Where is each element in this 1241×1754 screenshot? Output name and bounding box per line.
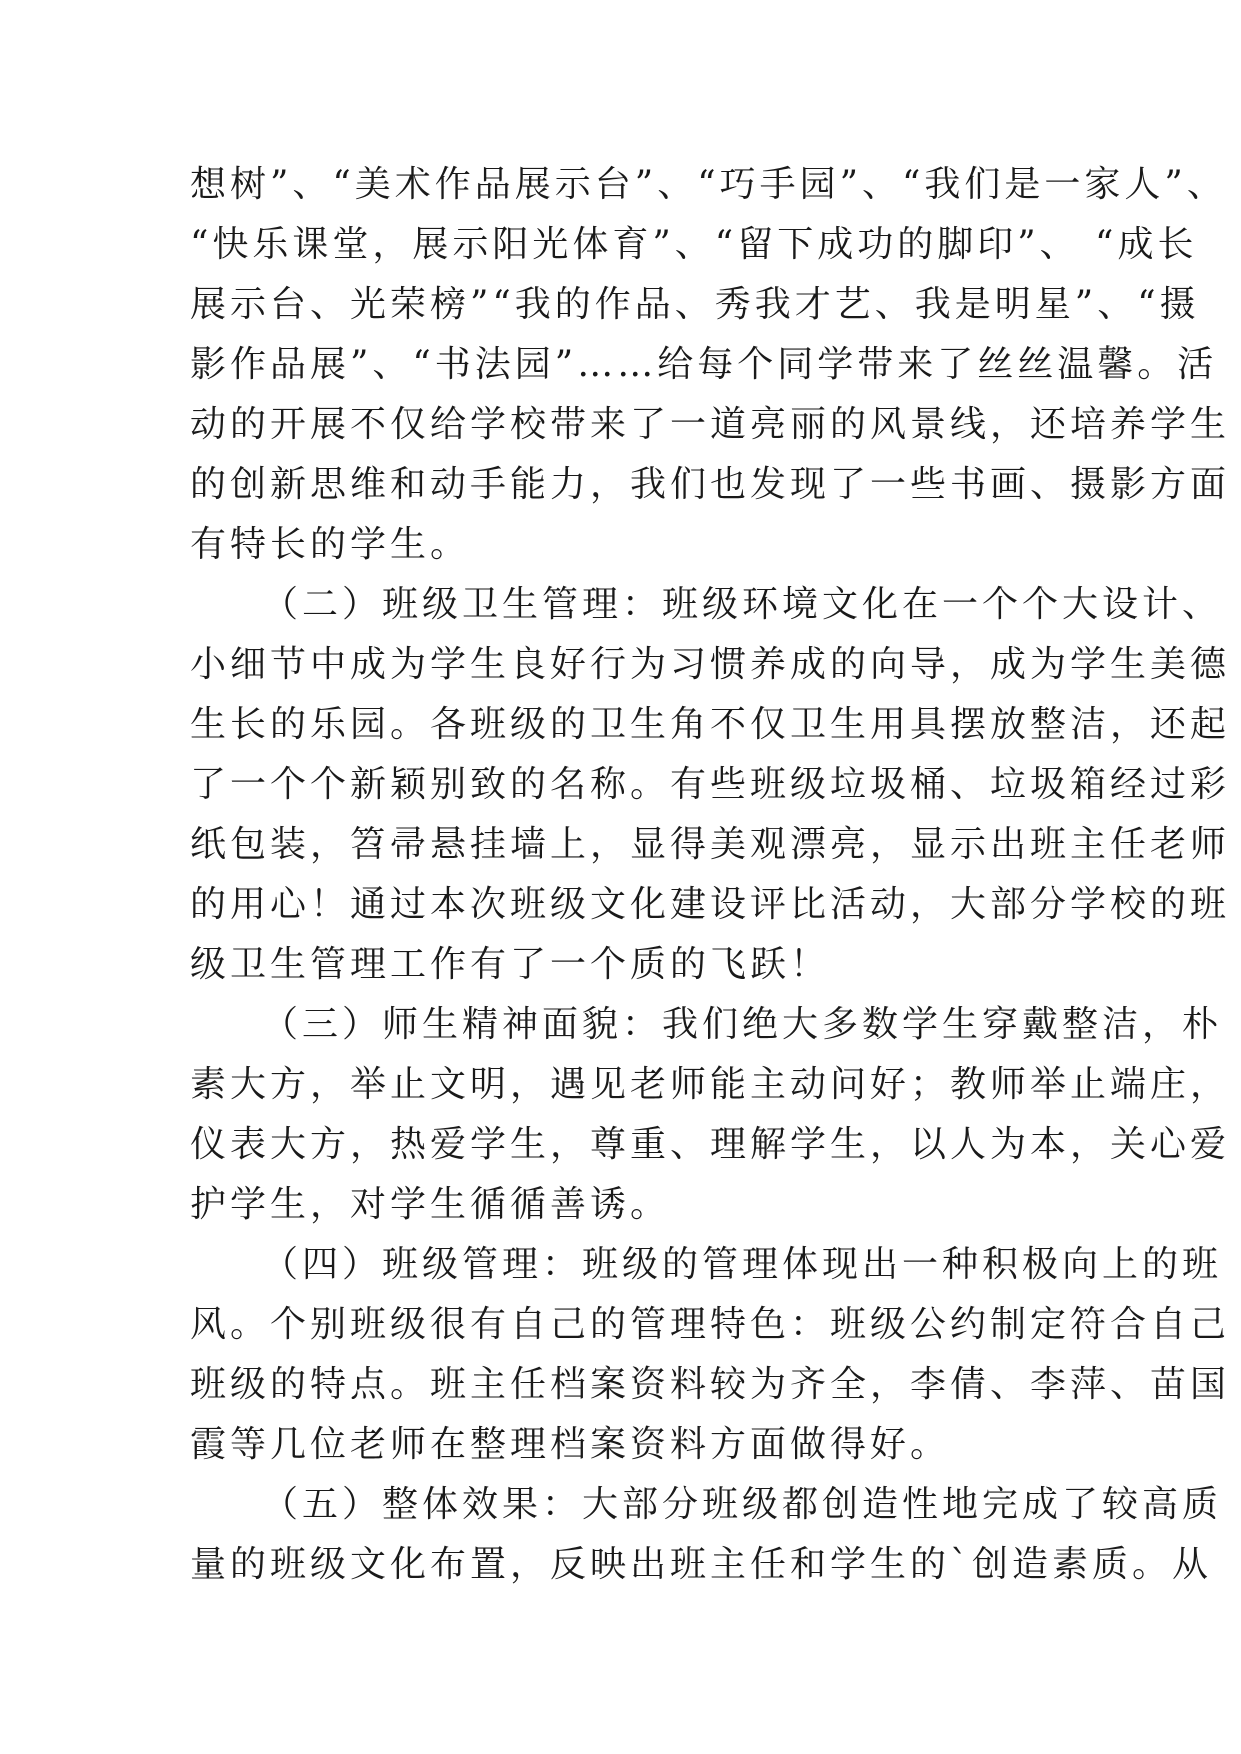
text-line: 的用心！通过本次班级文化建设评比活动，大部分学校的班 [190, 884, 1231, 925]
text-line: 班级的特点。班主任档案资料较为齐全，李倩、李萍、苗国 [190, 1364, 1231, 1405]
text-line: 风。个别班级很有自己的管理特色：班级公约制定符合自己 [190, 1304, 1231, 1345]
paragraph-start-line: （五）整体效果：大部分班级都创造性地完成了较高质 [262, 1484, 1223, 1525]
text-line: 想树”、“美术作品展示台”、“巧手园”、“我们是一家人”、 [190, 164, 1227, 205]
text-line: 小细节中成为学生良好行为习惯养成的向导，成为学生美德 [190, 644, 1231, 685]
text-line: 仪表大方，热爱学生，尊重、理解学生，以人为本，关心爱 [190, 1124, 1231, 1165]
text-line: 动的开展不仅给学校带来了一道亮丽的风景线，还培养学生 [190, 404, 1231, 445]
paragraph-start-line: （四）班级管理：班级的管理体现出一种积极向上的班 [262, 1244, 1223, 1285]
text-line: 影作品展”、“书法园”……给每个同学带来了丝丝温馨。活 [190, 344, 1218, 385]
paragraph-start-line: （二）班级卫生管理：班级环境文化在一个个大设计、 [262, 584, 1223, 625]
text-line: 护学生，对学生循循善诱。 [190, 1184, 671, 1225]
text-line: “快乐课堂，展示阳光体育”、“留下成功的脚印”、 “成长 [190, 224, 1198, 265]
text-line: 的创新思维和动手能力，我们也发现了一些书画、摄影方面 [190, 464, 1231, 505]
text-line: 量的班级文化布置，反映出班主任和学生的`创造素质。从 [190, 1544, 1213, 1585]
text-line: 纸包装，笤帚悬挂墙上，显得美观漂亮，显示出班主任老师 [190, 824, 1231, 865]
text-line: 级卫生管理工作有了一个质的飞跃！ [190, 944, 831, 985]
paragraph-start-line: （三）师生精神面貌：我们绝大多数学生穿戴整洁，朴 [262, 1004, 1223, 1045]
text-line: 霞等几位老师在整理档案资料方面做得好。 [190, 1424, 951, 1465]
text-line: 了一个个新颖别致的名称。有些班级垃圾桶、垃圾箱经过彩 [190, 764, 1231, 805]
text-line: 有特长的学生。 [190, 524, 471, 565]
text-line: 展示台、光荣榜”“我的作品、秀我才艺、我是明星”、“摄 [190, 284, 1200, 325]
text-line: 素大方，举止文明，遇见老师能主动问好；教师举止端庄， [190, 1064, 1231, 1105]
text-line: 生长的乐园。各班级的卫生角不仅卫生用具摆放整洁，还起 [190, 704, 1231, 745]
body-text [190, 155, 1231, 1595]
